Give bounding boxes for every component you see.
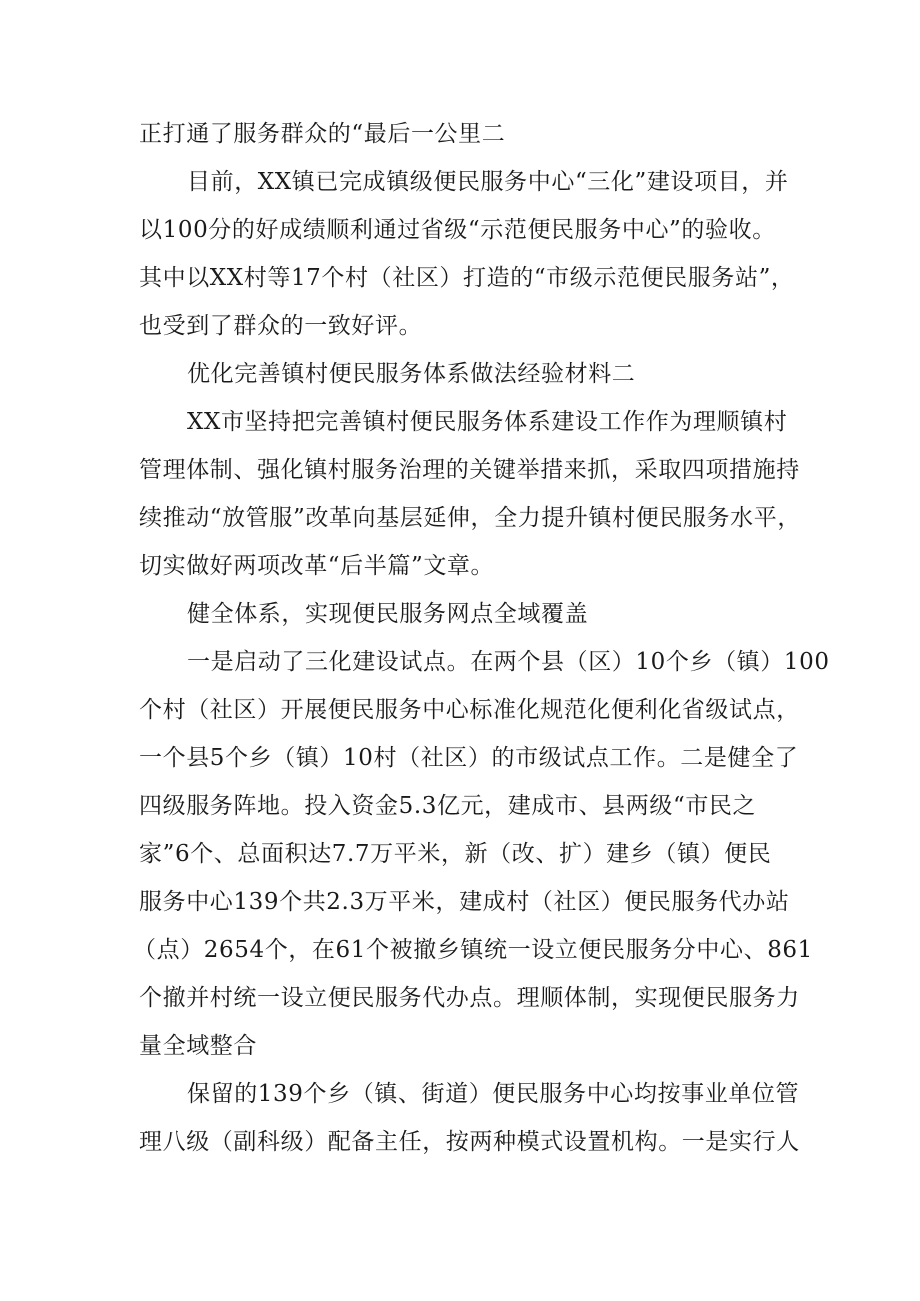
section-heading: 优化完善镇村便民服务体系做法经验材料二 bbox=[187, 361, 636, 387]
text-line: 以100分的好成绩顺利通过省级“示范便民服务中心”的验收。 bbox=[139, 217, 776, 243]
paragraph-first-line: XX市坚持把完善镇村便民服务体系建设工作作为理顺镇村 bbox=[187, 409, 788, 435]
text-line: 服务中心139个共2.3万平米，建成村（社区）便民服务代办站 bbox=[139, 889, 790, 915]
paragraph-first-line: 一是启动了三化建设试点。在两个县（区）10个乡（镇）100 bbox=[187, 649, 830, 675]
text-line: 续推动“放管服”改革向基层延伸，全力提升镇村便民服务水平， bbox=[139, 505, 801, 531]
text-line: 个撤并村统一设立便民服务代办点。理顺体制，实现便民服务力 bbox=[139, 985, 800, 1011]
section-heading: 健全体系，实现便民服务网点全域覆盖 bbox=[187, 601, 589, 627]
text-line: 家”6个、总面积达7.7万平米，新（改、扩）建乡（镇）便民 bbox=[139, 841, 772, 867]
text-line: 正打通了服务群众的“最后一公里二 bbox=[139, 121, 506, 147]
text-line: 四级服务阵地。投入资金5.3亿元，建成市、县两级“市民之 bbox=[139, 793, 757, 819]
paragraph-first-line: 保留的139个乡（镇、街道）便民服务中心均按事业单位管 bbox=[187, 1081, 800, 1107]
text-line: 管理体制、强化镇村服务治理的关键举措来抓，采取四项措施持 bbox=[139, 457, 800, 483]
text-line: 个村（社区）开展便民服务中心标准化规范化便利化省级试点， bbox=[139, 697, 800, 723]
text-line: （点）2654个，在61个被撤乡镇统一设立便民服务分中心、861 bbox=[133, 937, 813, 963]
text-line: 量全域整合 bbox=[139, 1033, 257, 1059]
text-line: 也受到了群众的一致好评。 bbox=[139, 313, 423, 339]
paragraph-first-line: 目前，XX镇已完成镇级便民服务中心“三化”建设项目，并 bbox=[187, 169, 789, 195]
text-line: 理八级（副科级）配备主任，按两种模式设置机构。一是实行人 bbox=[139, 1129, 800, 1155]
text-line: 其中以XX村等17个村（社区）打造的“市级示范便民服务站”， bbox=[139, 265, 795, 291]
text-line: 切实做好两项改革“后半篇”文章。 bbox=[139, 553, 495, 579]
text-line: 一个县5个乡（镇）10村（社区）的市级试点工作。二是健全了 bbox=[139, 745, 799, 771]
